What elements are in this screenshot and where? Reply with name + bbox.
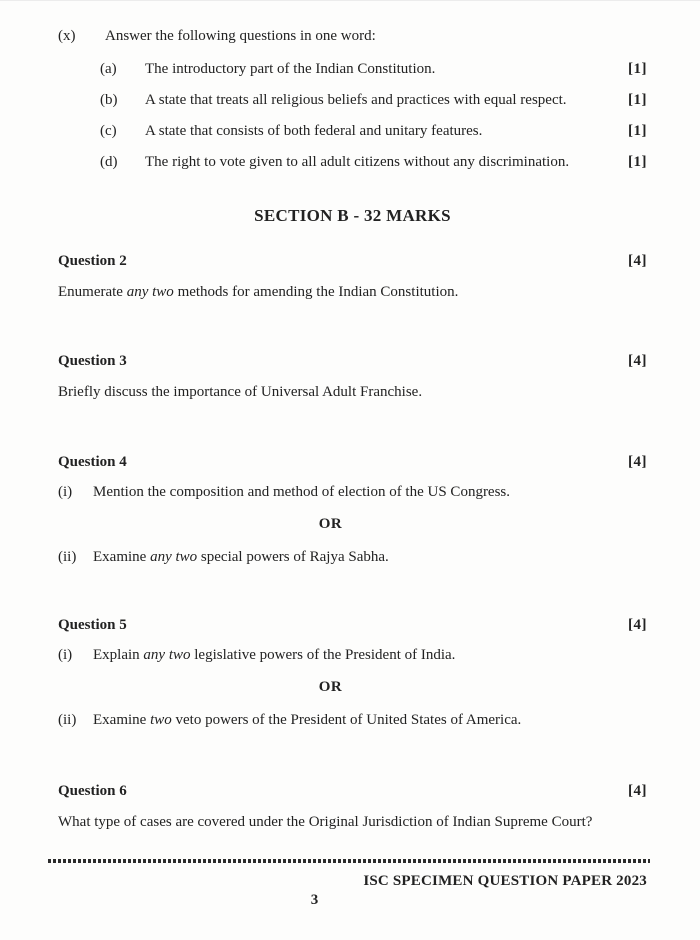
one-word-question-list [100,61,647,171]
option-marker: (i) [58,647,73,663]
question-title: Question 3 [58,353,127,369]
item-marker: (a) [100,61,117,77]
option-text [93,549,647,566]
option-text [93,712,647,729]
item-marker: (d) [100,154,118,170]
section-heading: SECTION B - 32 MARKS [254,206,451,225]
marks-badge: [4] [628,783,647,799]
question-option-i [58,484,647,501]
body-text: special powers of Rajya Sabha. [197,549,389,565]
option-marker: (i) [58,484,73,500]
marks-badge: [4] [628,353,647,369]
question-header [58,783,647,800]
option-text: Mention the composition and method of election of the US Congress. [93,484,511,500]
question-header [58,253,647,270]
question-title: Question 6 [58,783,127,799]
body-text: legislative powers of the President of India. [190,647,456,663]
question-title: Question 5 [58,617,127,633]
footer-credit: ISC SPECIMEN QUESTION PAPER 2023 [363,873,647,889]
list-item [100,154,647,171]
option-marker: (ii) [58,712,77,728]
marks-badge: [4] [628,454,647,470]
marks-badge: [1] [628,92,647,108]
body-text: Examine [93,712,151,728]
marks-badge: [4] [628,253,647,269]
option-text [93,647,647,664]
list-item [100,92,647,109]
question-option-ii [58,549,647,566]
question-5 [58,617,647,729]
question-title: Question 4 [58,454,127,470]
option-marker: (ii) [58,549,77,565]
body-text-italic: any two [143,647,191,663]
question-2 [58,253,647,301]
question-option-ii [58,712,647,729]
question-body: What type of cases are covered under the Original Jurisdiction of Indian Supreme Court? [58,814,593,830]
question-header [58,617,647,634]
list-item [100,123,647,140]
body-text: Explain [93,647,144,663]
item-marker: (c) [100,123,117,139]
dashed-divider [48,859,650,863]
question-header [58,353,647,370]
question-header [58,454,647,471]
body-text: Enumerate [58,284,127,300]
or-separator: OR [318,516,343,532]
body-text-italic: any two [150,549,198,565]
list-item [100,61,647,78]
item-text: The introductory part of the Indian Constitution. [145,61,436,77]
item-marker: (b) [100,92,118,108]
page-number: 3 [310,892,319,908]
question-body: Briefly discuss the importance of Universal Adult Franchise. [58,384,423,400]
question-title: Question 2 [58,253,127,269]
page-content [0,1,700,940]
marks-badge: [1] [628,61,647,77]
body-text: veto powers of the President of United States of America. [171,712,522,728]
part-marker: (x) [58,28,76,44]
body-text-italic: two [150,712,172,728]
item-text: A state that treats all religious beliefs and practices with equal respect. [145,92,567,108]
body-text: Examine [93,549,151,565]
body-text-italic: any two [126,284,174,300]
marks-badge: [4] [628,617,647,633]
question-option-i [58,647,647,664]
part-prompt: Answer the following questions in one word: [105,28,376,44]
question-6 [58,783,647,831]
question-4 [58,454,647,566]
marks-badge: [1] [628,123,647,139]
body-text: methods for amending the Indian Constitution. [173,284,459,300]
item-text: The right to vote given to all adult citizens without any discrimination. [145,154,570,170]
item-text: A state that consists of both federal and unitary features. [145,123,483,139]
question-body [58,284,647,301]
or-separator: OR [318,679,343,695]
marks-badge: [1] [628,154,647,170]
question-3 [58,353,647,401]
part-x-row [58,28,647,45]
